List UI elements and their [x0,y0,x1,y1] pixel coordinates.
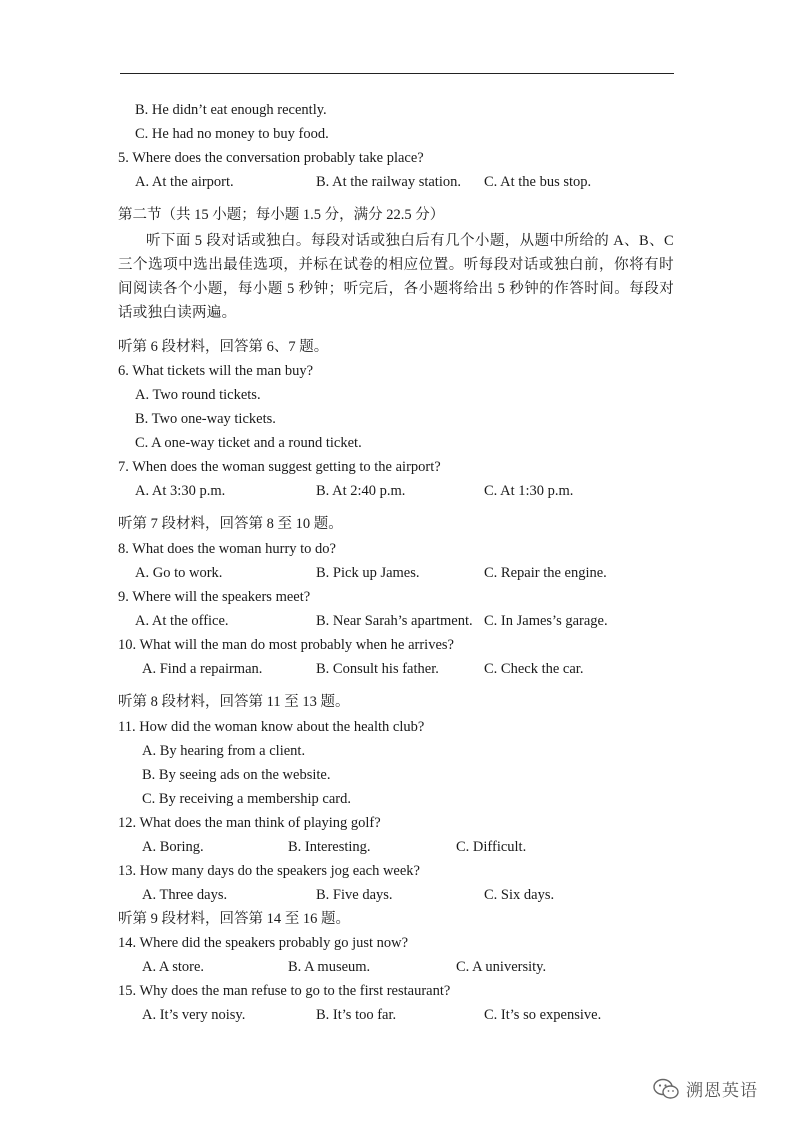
text-line: C. Repair the engine. [484,565,607,581]
text-line: 听第 9 段材料，回答第 14 至 16 题。 [118,911,350,927]
watermark [652,1076,758,1101]
text-line: C. He had no money to buy food. [135,126,329,142]
text-line: 14. Where did the speakers probably go just now? [118,935,409,951]
text-line: B. Two one-way tickets. [135,411,276,427]
watermark-text: 溯恩英语 [686,1081,758,1101]
text-line: A. At 3:30 p.m. [135,483,226,499]
text-line: B. Five days. [316,887,393,903]
text-line: 7. When does the woman suggest getting to the airport? [118,459,441,475]
text-line: B. He didn’t eat enough recently. [135,102,327,118]
wechat-icon [652,1077,680,1101]
text-line: 11. How did the woman know about the health club? [118,719,425,735]
text-line: C. A university. [456,959,547,975]
text-line: A. By hearing from a client. [142,743,306,759]
text-line: B. It’s too far. [316,1007,397,1023]
text-line: C. In James’s garage. [484,613,608,629]
text-line: 听第 7 段材料，回答第 8 至 10 题。 [118,516,343,532]
text-line: B. Pick up James. [316,565,420,581]
text-line: A. At the airport. [135,174,234,190]
text-line: B. A museum. [288,959,371,975]
text-line: A. It’s very noisy. [142,1007,246,1023]
text-line: B. At the railway station. [316,174,461,190]
text-line: 8. What does the woman hurry to do? [118,541,336,557]
text-line: 听第 8 段材料，回答第 11 至 13 题。 [118,694,350,710]
text-line: 6. What tickets will the man buy? [118,363,314,379]
text-line: 15. Why does the man refuse to go to the first restaurant? [118,983,451,999]
text-line: A. At the office. [135,613,229,629]
text-line: 听第 6 段材料，回答第 6、7 题。 [118,339,329,355]
text-line: C. At the bus stop. [484,174,592,190]
text-line: C. Six days. [484,887,555,903]
text-line: C. It’s so expensive. [484,1007,602,1023]
text-line: 第二节（共 15 小题；每小题 1.5 分，满分 22.5 分） [118,207,445,223]
text-line: 12. What does the man think of playing golf? [118,815,381,831]
text-line: A. Find a repairman. [142,661,263,677]
text-line: A. Two round tickets. [135,387,261,403]
text-line: 9. Where will the speakers meet? [118,589,311,605]
text-line: B. By seeing ads on the website. [142,767,331,783]
text-line: C. Check the car. [484,661,584,677]
text-line: 5. Where does the conversation probably take place? [118,150,424,166]
text-line: A. A store. [142,959,205,975]
text-line: B. Interesting. [288,839,371,855]
text-line: C. At 1:30 p.m. [484,483,574,499]
text-line: B. Near Sarah’s apartment. [316,613,473,629]
text-line: C. By receiving a membership card. [142,791,351,807]
text-line: C. Difficult. [456,839,527,855]
text-line: C. A one-way ticket and a round ticket. [135,435,362,451]
header-rule [120,73,674,74]
text-line: A. Go to work. [135,565,223,581]
text-line: B. At 2:40 p.m. [316,483,406,499]
section-instructions: 听下面 5 段对话或独白。每段对话或独白后有几个小题，从题中所给的 A、B、C 三个选项中选出最佳选项，并标在试卷的相应位置。听每段对话或独白前，你将有时间阅读各个小题，每小题 5 秒钟；听完后，各小题将给出 5 秒钟的作答时间。每段对话或独白读两遍。 [118,233,674,321]
text-line: A. Boring. [142,839,204,855]
text-line: 13. How many days do the speakers jog each week? [118,863,420,879]
text-line: B. Consult his father. [316,661,439,677]
text-line: A. Three days. [142,887,228,903]
text-line: 10. What will the man do most probably when he arrives? [118,637,454,653]
